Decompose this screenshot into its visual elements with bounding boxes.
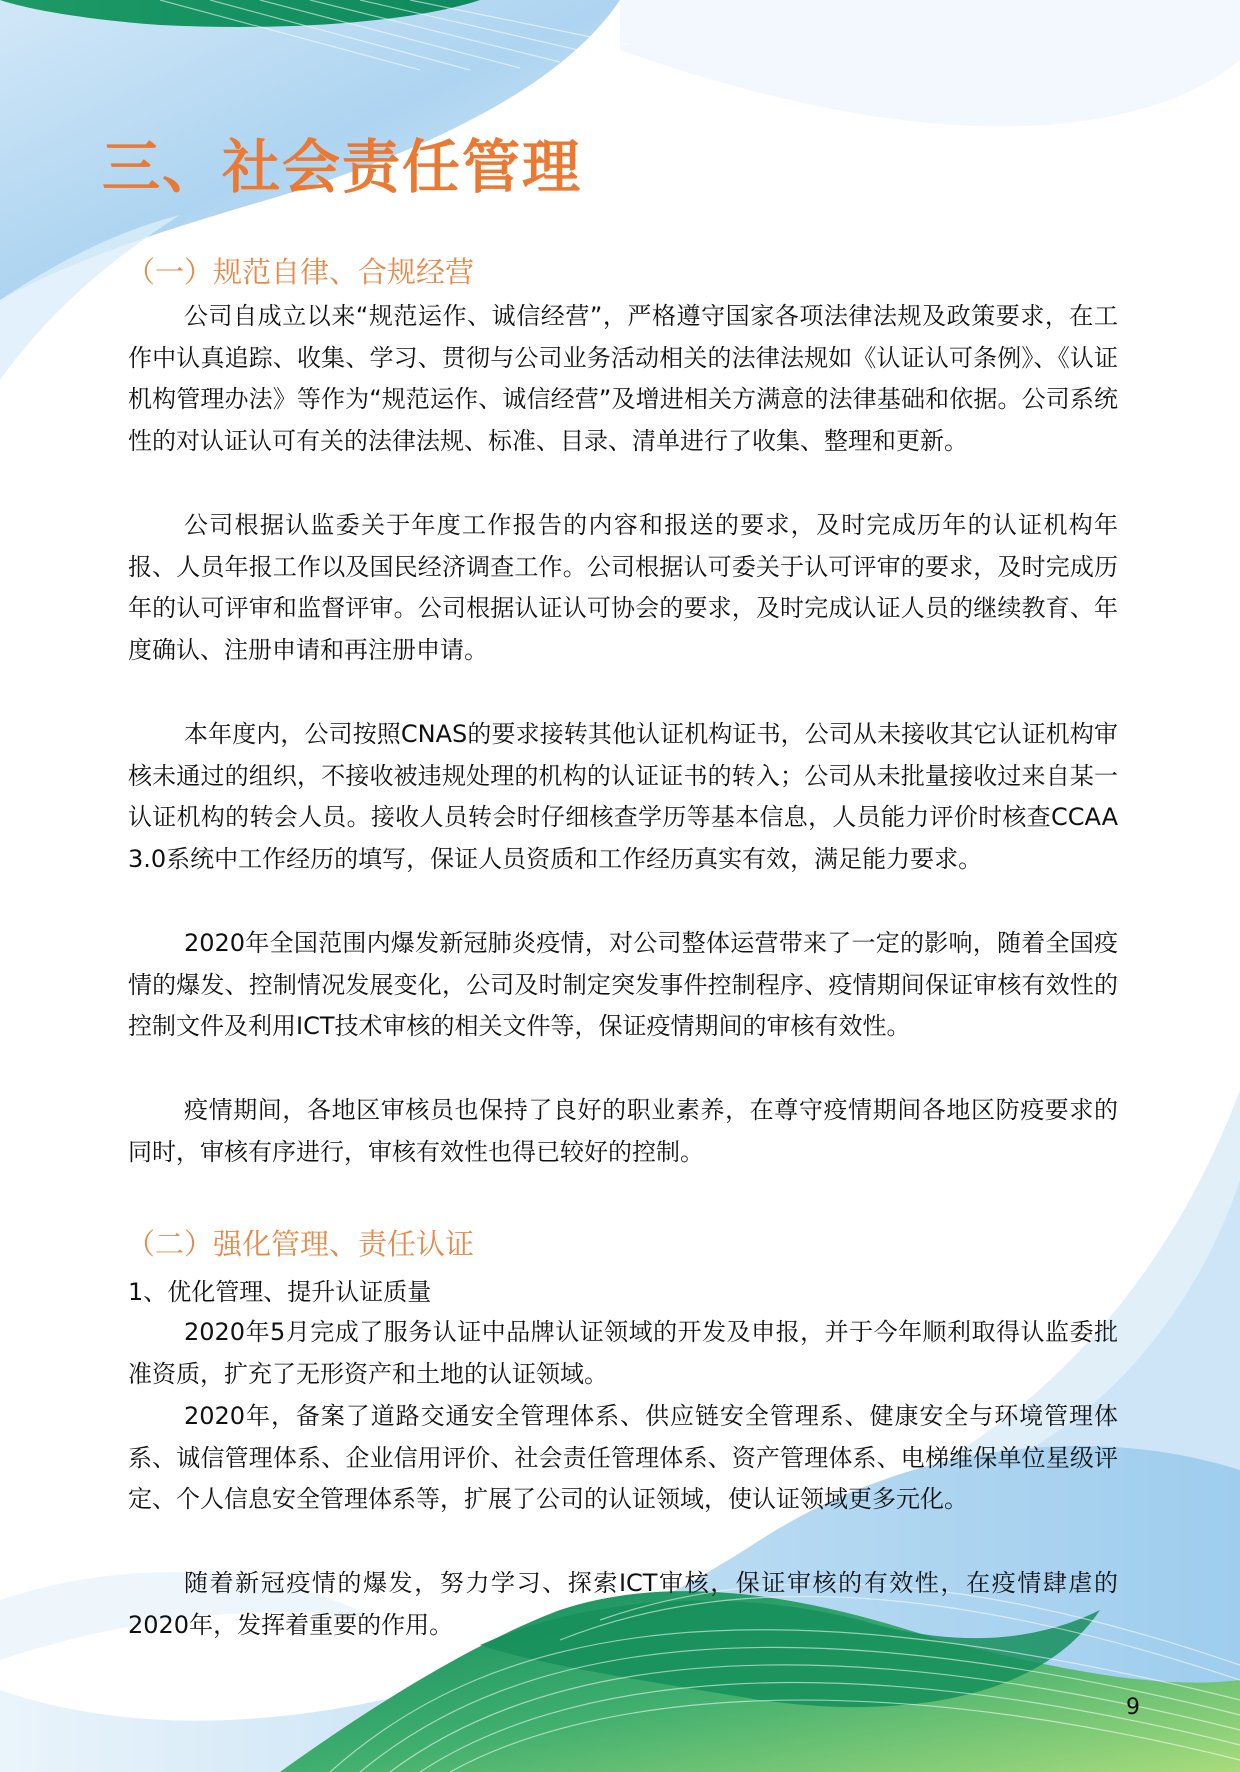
- page-number: 9: [1126, 1695, 1140, 1720]
- paragraph: 公司根据认监委关于年度工作报告的内容和报送的要求，及时完成历年的认证机构年报、人员年报工作以及国民经济调查工作。公司根据认可委关于认可评审的要求，及时完成历年的认可评审和监督评审。公司根据认证认可协会的要求，及时完成认证人员的继续教育、年度确认、注册申请和再注册申请。: [128, 511, 1118, 664]
- paragraph: 疫情期间，各地区审核员也保持了良好的职业素养，在尊守疫情期间各地区防疫要求的同时，审核有序进行，审核有效性也得已较好的控制。: [128, 1096, 1118, 1166]
- paragraph: 随着新冠疫情的爆发，努力学习、探索ICT审核，保证审核的有效性，在疫情肆虐的2020年，发挥着重要的作用。: [128, 1569, 1118, 1639]
- section-heading-2: （二）强化管理、责任认证: [126, 1227, 475, 1261]
- page-title: 三、社会责任管理: [102, 133, 583, 201]
- paragraph: 2020年5月完成了服务认证中品牌认证领域的开发及申报，并于今年顺利取得认监委批准资质，扩充了无形资产和土地的认证领域。: [128, 1318, 1118, 1388]
- section-heading-1: （一）规范自律、合规经营: [126, 255, 475, 289]
- paragraph: 公司自成立以来“规范运作、诚信经营”，严格遵守国家各项法律法规及政策要求，在工作中认真追踪、收集、学习、贯彻与公司业务活动相关的法律法规如《认证认可条例》、《认证机构管理办法》等作为“规范运作、诚信经营”及增进相关方满意的法律基础和依据。公司系统性的对认证认可有关的法律法规、标准、目录、清单进行了收集、整理和更新。: [128, 302, 1118, 455]
- paragraph: 2020年全国范围内爆发新冠肺炎疫情，对公司整体运营带来了一定的影响，随着全国疫情的爆发、控制情况发展变化，公司及时制定突发事件控制程序、疫情期间保证审核有效性的控制文件及利用ICT技术审核的相关文件等，保证疫情期间的审核有效性。: [128, 929, 1118, 1040]
- sub-heading: 1、优化管理、提升认证质量: [128, 1278, 432, 1306]
- paragraph: 2020年，备案了道路交通安全管理体系、供应链安全管理系、健康安全与环境管理体系、诚信管理体系、企业信用评价、社会责任管理体系、资产管理体系、电梯维保单位星级评定、个人信息安全管理体系等，扩展了公司的认证领域，使认证领域更多元化。: [128, 1402, 1118, 1513]
- paragraph: 本年度内，公司按照CNAS的要求接转其他认证机构证书，公司从未接收其它认证机构审核未通过的组织，不接收被违规处理的机构的认证证书的转入；公司从未批量接收过来自某一认证机构的转会人员。接收人员转会时仔细核查学历等基本信息，人员能力评价时核查CCAA 3.0系统中工作经历的填写，保证人员资质和工作经历真实有效，满足能力要求。: [128, 720, 1118, 873]
